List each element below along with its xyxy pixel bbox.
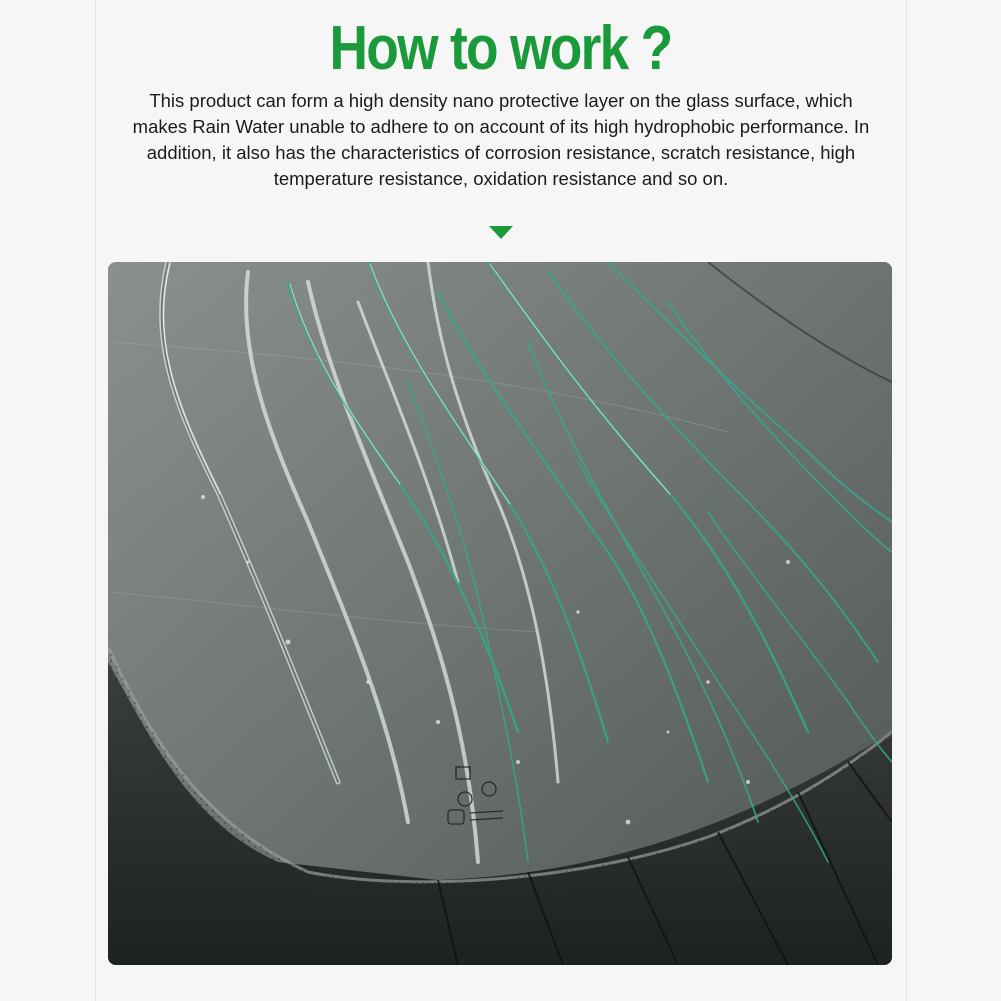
arrow-down-icon <box>489 226 513 239</box>
page-title: How to work ? <box>329 14 672 83</box>
frame-line-right <box>906 0 907 1001</box>
frame-line-left <box>95 0 96 1001</box>
description-text: This product can form a high density nano protective layer on the glass surface, which makes Rain Water unable to adhere to on account of its high hydrophobic performance. In addition, it also has the characteristics of corrosion resistance, scratch resistance, high temperature resistance, oxidation resistance and so on. <box>132 90 870 189</box>
windshield-photo <box>108 262 892 965</box>
windshield-illustration <box>108 262 892 965</box>
